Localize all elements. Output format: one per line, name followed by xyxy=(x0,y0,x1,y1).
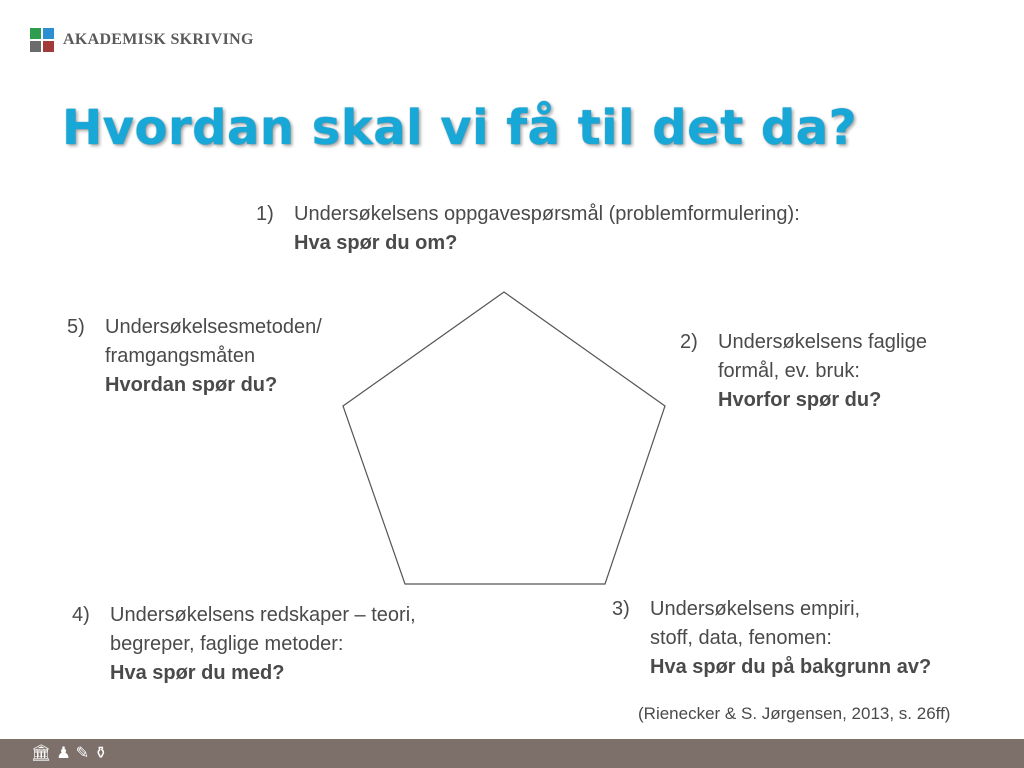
footer-icons xyxy=(31,744,107,763)
point-text-line2: framgangsmåten xyxy=(105,345,256,367)
point-text-line2: formål, ev. bruk: xyxy=(718,360,860,382)
point-text: Undersøkelsens empiri, xyxy=(650,598,861,620)
point-number: 3) xyxy=(612,598,630,620)
point-text-line2: begreper, faglige metoder: xyxy=(110,633,344,655)
point-method xyxy=(67,313,322,400)
pentagon-shape xyxy=(343,292,665,584)
point-question: Hva spør du med? xyxy=(110,662,285,684)
point-text: Undersøkelsens redskaper – teori, xyxy=(110,604,416,626)
point-question: Hvorfor spør du? xyxy=(718,389,882,411)
point-empirical xyxy=(612,595,931,682)
point-problem-formulation xyxy=(256,200,800,258)
person-icon: ♟︎ xyxy=(56,745,71,762)
point-question: Hvordan spør du? xyxy=(105,374,278,396)
logo-text: AKADEMISK SKRIVING xyxy=(63,31,254,48)
citation: (Rienecker & S. Jørgensen, 2013, s. 26ff) xyxy=(638,704,951,723)
point-purpose xyxy=(680,328,927,415)
vase-icon: ⚱︎ xyxy=(94,745,108,762)
point-number: 2) xyxy=(680,331,698,353)
point-tools xyxy=(72,601,416,688)
point-number: 5) xyxy=(67,316,85,338)
point-question: Hva spør du på bakgrunn av? xyxy=(650,656,932,678)
point-text: Undersøkelsens faglige xyxy=(718,331,927,353)
point-number: 4) xyxy=(72,604,90,626)
pen-icon: ✎︎ xyxy=(75,745,90,762)
point-number: 1) xyxy=(256,203,274,225)
point-text: Undersøkelsesmetoden/ xyxy=(105,316,322,338)
point-text: Undersøkelsens oppgavespørsmål (problemformulering): xyxy=(294,203,800,225)
building-icon: 🏛︎ xyxy=(31,745,52,762)
point-text-line2: stoff, data, fenomen: xyxy=(650,627,832,649)
point-question: Hva spør du om? xyxy=(294,232,458,254)
footer-bar xyxy=(0,739,1024,768)
slide-title: Hvordan skal vi få til det da? xyxy=(62,100,857,156)
